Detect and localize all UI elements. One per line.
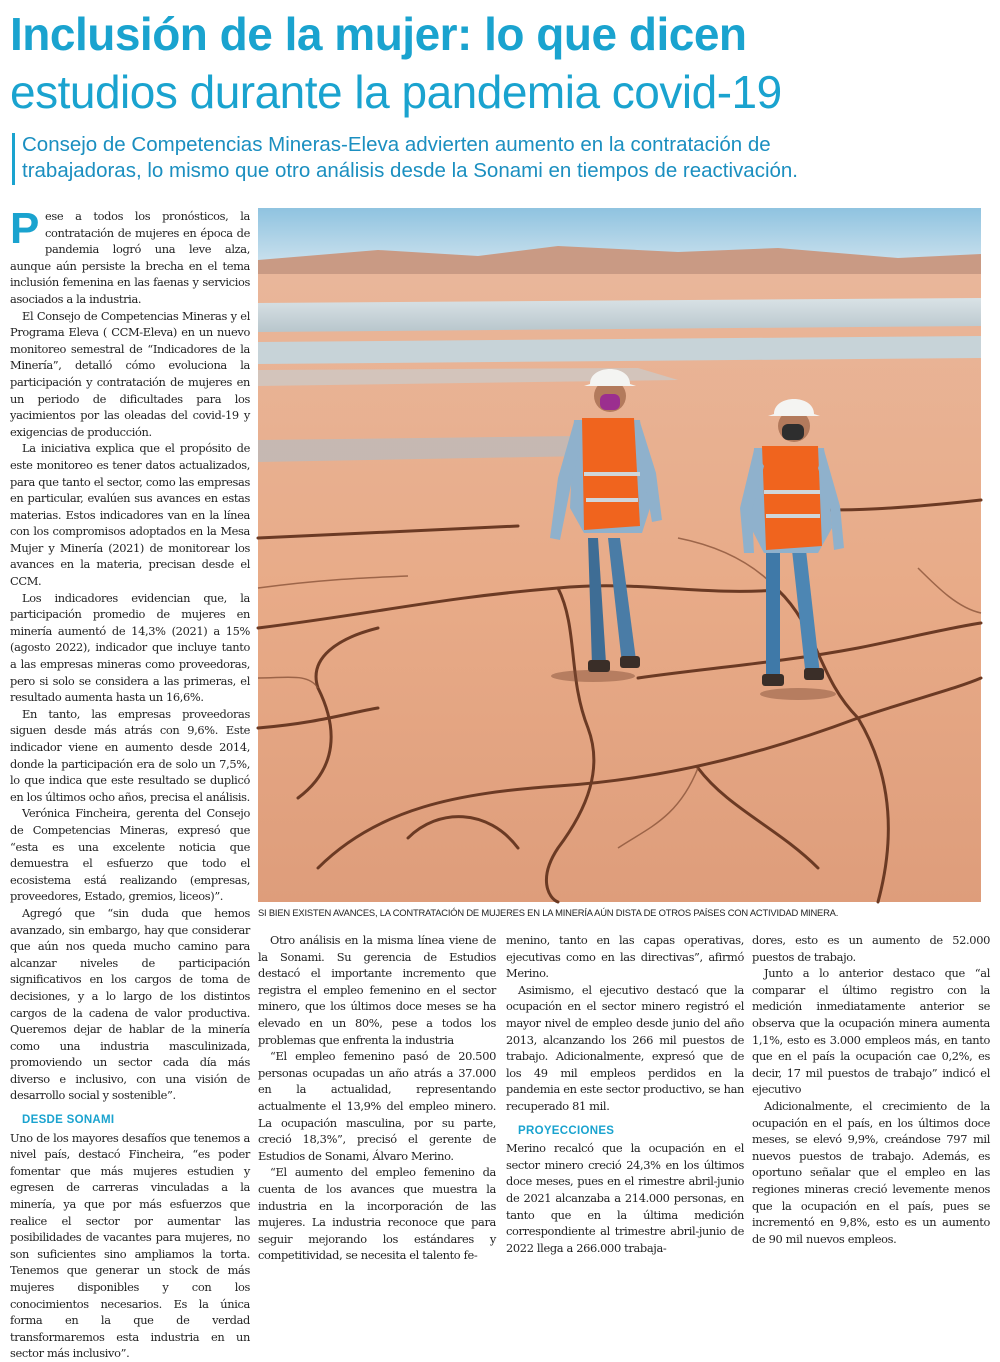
photo-miners-salt-flat xyxy=(258,208,981,902)
paragraph: menino, tanto en las capas operativas, ejecutivas como en las directivas”, afirmó Merino. xyxy=(506,933,744,981)
photo-caption: SI BIEN EXISTEN AVANCES, LA CONTRATACIÓN DE MUJERES EN LA MINERÍA AÚN DISTA DE OTROS PAÍSES CON ACTIVIDAD MINERA. xyxy=(258,907,839,918)
headline-line-1: Inclusión de la mujer: lo que dicen xyxy=(10,8,747,60)
paragraph: Otro análisis en la misma línea viene de la Sonami. Su gerencia de Estudios destacó el importante incremento que registra el empleo femenino en el sector minero, que los últimos doce meses se ha elevado en un 80%, pese a todos los problemas que enfrenta la industria xyxy=(258,933,496,1047)
article-column-3 xyxy=(506,932,744,1256)
paragraph: Merino recalcó que la ocupación en el sector minero creció 24,3% en los últimos doce meses, pues en el rimestre abril-junio de 2021 alcanzaba a 214.000 personas, en tanto que en la última medición correspondiente al trimestre abril-junio de 2022 llega a 266.000 trabaja- xyxy=(506,1141,744,1255)
headline-line-2: estudios durante la pandemia covid-19 xyxy=(10,66,782,118)
paragraph: Junto a lo anterior destaco que “al comparar el último registro con la medición inmediatamente anterior se observa que la ocupación minera aumenta 1,1%, esto es 3.000 empleos más, en tanto que en el país la ocupación cae 0,2%, es decir, 17 mil puestos de trabajo” indicó el ejecutivo xyxy=(752,966,990,1097)
paragraph: Adicionalmente, el crecimiento de la ocupación en el país, en los últimos doce meses, se elevó 9,9%, creándose 797 mil nuevos puestos de trabajo. Además, es oportuno señalar que el empleo en las regiones mineras creció levemente menos que la ocupación en el país, pues se incrementó en 9,8%, esto es un aumento de 90 mil nuevos empleos. xyxy=(752,1098,990,1246)
evaporation-pond-1 xyxy=(258,298,981,332)
deck-accent-bar xyxy=(12,133,15,185)
article-column-1 xyxy=(10,204,250,1362)
paragraph: “El aumento del empleo femenino da cuenta de los avances que muestra la industria en la incorporación de las mujeres. La industria reconoce que para seguir mejorando los estándares y competitividad, se necesita el talento fe- xyxy=(258,1165,496,1263)
paragraph: En tanto, las empresas proveedoras siguen desde más atrás con 9,6%. Este indicador viene en aumento desde 2014, donde la participación era de solo un 7,5%, lo que indica que este resultado se duplicó en los últimos ocho años, precisa el análisis. xyxy=(10,706,250,804)
paragraph: “El empleo femenino pasó de 20.500 personas ocupadas un año atrás a 37.000 en la actualidad, representando actualmente el 13,9% del empleo minero. La ocupación masculina, por su parte, creció 18,3%”, precisó el gerente de Estudios de Sonami, Álvaro Merino. xyxy=(258,1049,496,1163)
paragraph: Agregó que “sin duda que hemos avanzado, sin embargo, hay que considerar que aún nos queda mucho camino para alcanzar niveles de participación significativos en los cargos de toma de decisiones, y a lo largo de los distintos cargos de la cadena de valor productiva. Queremos dejar de hablar de la minería como una industria masculinizada, promoviendo un sector cada día más diverso e inclusivo, con una visión de desarrollo social y sostenible”. xyxy=(10,905,250,1103)
paragraph: Uno de los mayores desafíos que tenemos a nivel país, destacó Fincheira, “es poder fomentar que más mujeres estudien y egresen de carreras vinculadas a la minería, ya que por más esfuerzos que realice el sector por aumentar las posibilidades de vacantes para mujeres, no son suficientes sino ampliamos la torta. Tenemos que generar un stock de más mujeres disponibles y con los conocimientos necesarios. Es la única forma en la que de verdad transformaremos esta industria en un sector más inclusivo”. xyxy=(10,1130,250,1361)
paragraph: La iniciativa explica que el propósito de este monitoreo es tener datos actualizados, para que tanto el sector, como las empresas en particular, evalúen sus avances en estas materias. Estos indicadores van en la línea con los compromisos adoptados en la Mesa Mujer y Minería (2021) de monitorear los avances en la materia, precisan desde el CCM. xyxy=(10,441,250,589)
drop-cap: P xyxy=(10,204,39,253)
paragraph: El Consejo de Competencias Mineras y el Programa Eleva ( CCM-Eleva) en un nuevo monitoreo semestral de “Indicadores de la Minería”, detalló cómo evoluciona la participación y contratación de mujeres en un periodo de dificultades para los yacimientos por las oleadas del covid-19 y exigencias de producción. xyxy=(10,308,250,439)
subhead-desde-sonami: DESDE SONAMI xyxy=(22,1114,115,1127)
paragraph: Asimismo, el ejecutivo destacó que la ocupación en el sector minero registró el mayor nivel de empleo desde junio del año 2013, alcanzando los 266 mil puestos de trabajo. Adicionalmente, expresó que de los 49 mil empleos perdidos en la pandemia en este sector productivo, se han recuperado 81 mil. xyxy=(506,982,744,1113)
lead-text: ese a todos los pronósticos, la contratación de mujeres en época de pandemia logró una leve alza, aunque aún persiste la brecha en el tema inclusión femenina en las faenas y servicios asociados a la industria. xyxy=(10,209,250,306)
paragraph: Verónica Fincheira, gerenta del Consejo de Competencias Mineras, expresó que “esta es una excelente noticia que demuestra el esfuerzo que todo el ecosistema está realizando (empresas, proveedores, Estado, gremios, liceos)”. xyxy=(10,806,250,904)
article-photo xyxy=(258,208,981,902)
paragraph: Los indicadores evidencian que, la participación promedio de mujeres en minería aumentó de 14,3% (2021) a 15% (agosto 2022), indicador que incluye tanto a las empresas mineras como proveedoras, pero si solo se considera a las primeras, el resultado aumenta hasta un 16,6%. xyxy=(10,590,250,705)
paragraph: dores, esto es un aumento de 52.000 puestos de trabajo. xyxy=(752,933,990,964)
article-column-4 xyxy=(752,932,990,1247)
subhead-proyecciones: PROYECCIONES xyxy=(518,1124,615,1137)
article-column-2 xyxy=(258,932,496,1264)
lead-paragraph xyxy=(10,204,250,308)
deck-subtitle: Consejo de Competencias Mineras-Eleva advierten aumento en la contratación de trabajadoras, lo mismo que otro análisis desde la Sonami en tiempos de reactivación. xyxy=(22,133,798,182)
